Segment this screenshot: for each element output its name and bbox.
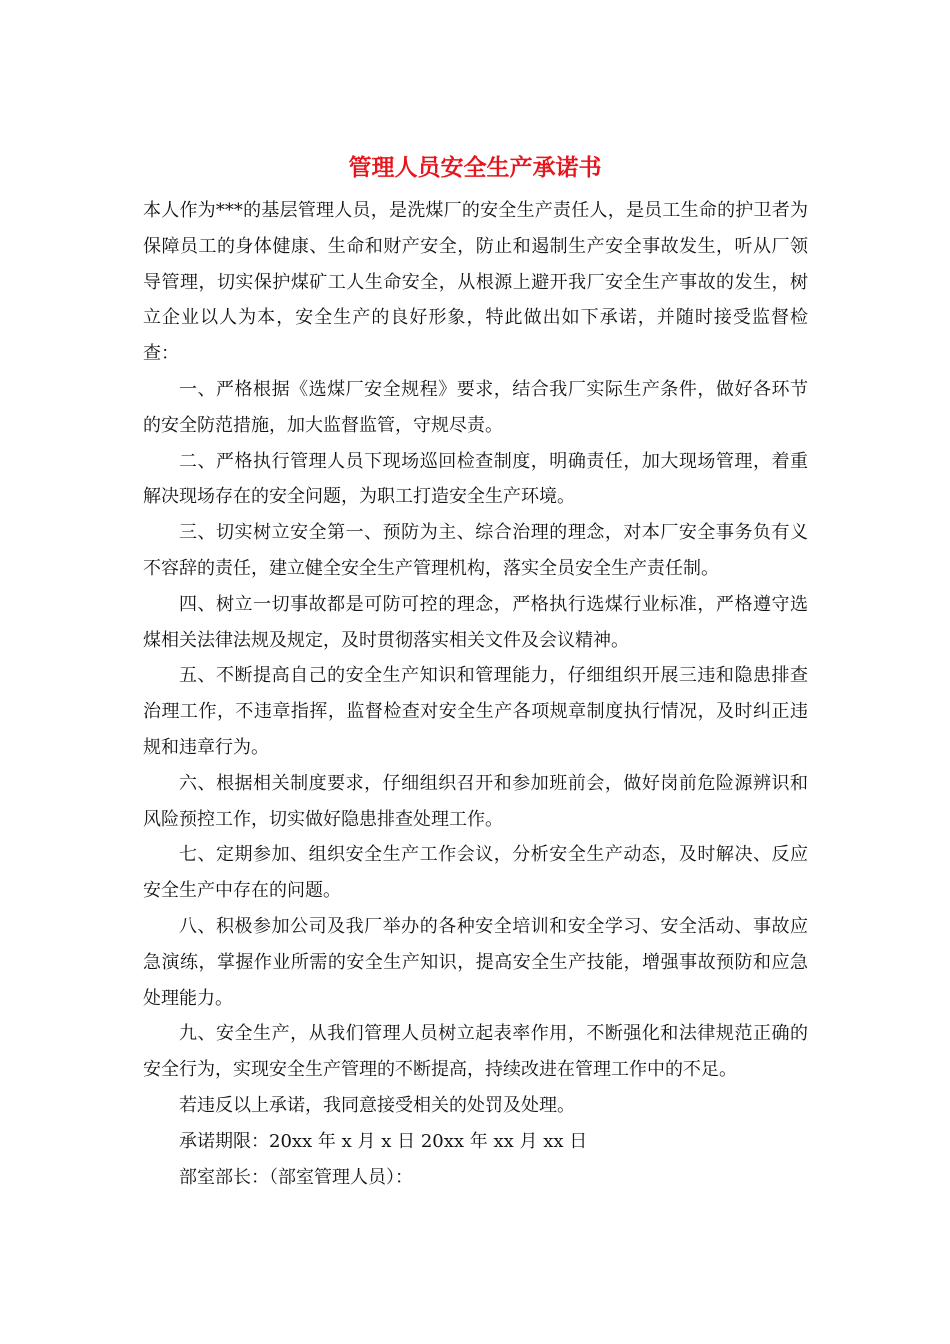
intro-paragraph: 本人作为***的基层管理人员，是洗煤厂的安全生产责任人，是员工生命的护卫者为保障员工的身体健康、生命和财产安全，防止和遏制生产安全事故发生，听从厂领导管理，切实保护煤矿工人生命安全，从根源上避开我厂安全生产事故的发生，树立企业以人为本，安全生产的良好形象，特此做出如下承诺，并随时接受监督检查： bbox=[143, 200, 808, 365]
commitment-period: 承诺期限：20xx 年 x 月 x 日 20xx 年 xx 月 xx 日 bbox=[179, 1130, 588, 1152]
commitment-item-6: 六、根据相关制度要求，仔细组织召开和参加班前会，做好岗前危险源辨识和风险预控工作，切实做好隐患排查处理工作。 bbox=[143, 772, 808, 830]
signature-line: 部室部长：（部室管理人员）： bbox=[179, 1166, 413, 1188]
commitment-item-7: 七、定期参加、组织安全生产工作会议，分析安全生产动态，及时解决、反应安全生产中存在的问题。 bbox=[143, 844, 808, 902]
document-title: 管理人员安全生产承诺书 bbox=[348, 154, 602, 181]
commitment-item-1: 一、严格根据《选煤厂安全规程》要求，结合我厂实际生产条件，做好各环节的安全防范措施，加大监督监管，守规尽责。 bbox=[143, 378, 808, 436]
commitment-item-8: 八、积极参加公司及我厂举办的各种安全培训和安全学习、安全活动、事故应急演练，掌握作业所需的安全生产知识，提高安全生产技能，增强事故预防和应急处理能力。 bbox=[143, 915, 808, 1009]
commitment-item-9: 九、安全生产，从我们管理人员树立起表率作用，不断强化和法律规范正确的安全行为，实现安全生产管理的不断提高，持续改进在管理工作中的不足。 bbox=[143, 1023, 808, 1081]
commitment-item-2: 二、严格执行管理人员下现场巡回检查制度，明确责任，加大现场管理，着重解决现场存在的安全问题，为职工打造安全生产环境。 bbox=[143, 450, 808, 508]
commitment-item-3: 三、切实树立安全第一、预防为主、综合治理的理念，对本厂安全事务负有义不容辞的责任，建立健全安全生产管理机构，落实全员安全生产责任制。 bbox=[143, 522, 808, 579]
commitment-item-4: 四、树立一切事故都是可防可控的理念，严格执行选煤行业标准，严格遵守选煤相关法律法规及规定，及时贯彻落实相关文件及会议精神。 bbox=[143, 593, 808, 651]
violation-statement: 若违反以上承诺，我同意接受相关的处罚及处理。 bbox=[179, 1094, 575, 1116]
commitment-item-5: 五、不断提高自己的安全生产知识和管理能力，仔细组织开展三违和隐患排查治理工作，不违章指挥，监督检查对安全生产各项规章制度执行情况，及时纠正违规和违章行为。 bbox=[143, 665, 808, 758]
document-body bbox=[143, 193, 808, 1195]
